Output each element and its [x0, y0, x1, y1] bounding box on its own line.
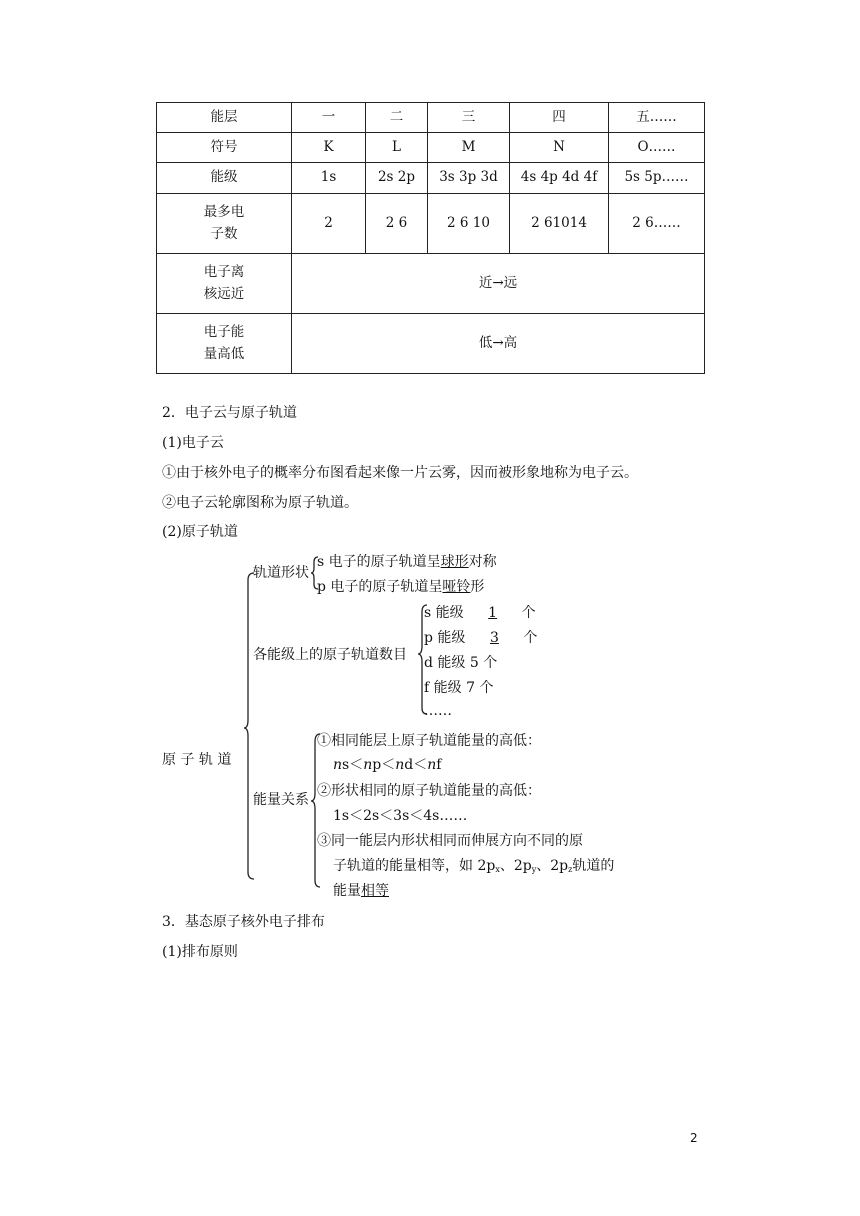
table-cell: 2 61014 — [510, 194, 609, 254]
shape-p-line: p 电子的原子轨道呈哑铃形 — [317, 579, 485, 595]
energy-rule-2: ②形状相同的原子轨道能量的高低： — [317, 783, 541, 799]
table-cell: 2 — [292, 194, 366, 254]
table-cell: L — [366, 133, 428, 163]
energy-rule-3-cont: 子轨道的能量相等，如 $2p_x$、$2p_y$、$2p_z$轨道的 — [333, 858, 615, 874]
table-cell: 2s 2p — [366, 163, 428, 194]
row-header: 能层 — [157, 103, 292, 133]
table-cell: 五…… — [609, 103, 705, 133]
section-2-item1: ①由于核外电子的概率分布图看起来像一片云雾，因而被形象地称为电子云。 — [162, 465, 638, 481]
count-label: 各能级上的原子轨道数目 — [253, 647, 407, 663]
table-cell: N — [510, 133, 609, 163]
main-brace — [244, 573, 254, 879]
section-3-sub1: (1)排布原则 — [162, 944, 238, 960]
table-cell: 3s 3p 3d — [428, 163, 510, 194]
section-2-sub1: (1)电子云 — [162, 435, 224, 451]
row-header: 能级 — [157, 163, 292, 194]
table-cell: 二 — [366, 103, 428, 133]
answer-p-count: 3 — [489, 630, 499, 646]
energy-brace — [311, 734, 320, 887]
table-cell: 5s 5p…… — [609, 163, 705, 194]
count-d-line: d 能级 5 个 — [424, 655, 498, 671]
diagram-root-label: 原 子 轨 道 — [162, 752, 232, 768]
answer-equal: 相等 — [361, 883, 389, 899]
table-cell: K — [292, 133, 366, 163]
answer-dumbbell: 哑铃 — [442, 579, 471, 595]
energy-rule-1: ①相同能层上原子轨道能量的高低： — [317, 733, 541, 749]
merged-cell: 低→高 — [292, 314, 705, 374]
table-cell: 一 — [292, 103, 366, 133]
table-cell: 2 6…… — [609, 194, 705, 254]
shape-s-line: s 电子的原子轨道呈球形对称 — [317, 554, 497, 570]
section-2-title: 2．电子云与原子轨道 — [162, 405, 297, 421]
shape-label: 轨道形状 — [253, 565, 309, 581]
section-2-sub2: (2)原子轨道 — [162, 524, 238, 540]
count-more: …… — [424, 703, 452, 719]
row-header: 符号 — [157, 133, 292, 163]
section-3-title: 3．基态原子核外电子排布 — [162, 914, 325, 930]
table-cell: 三 — [428, 103, 510, 133]
energy-rule-3: ③同一能层内形状相同而伸展方向不同的原 — [317, 833, 583, 849]
energy-label: 能量关系 — [253, 792, 309, 808]
table-cell: 2 6 10 — [428, 194, 510, 254]
count-f-line: f 能级 7 个 — [424, 680, 494, 696]
table-cell: 四 — [510, 103, 609, 133]
row-header: 电子能量高低 — [157, 314, 292, 374]
table-cell: O…… — [609, 133, 705, 163]
row-header: 最多电子数 — [157, 194, 292, 254]
page-number: 2 — [690, 1131, 698, 1145]
energy-rule-3-end: 能量相等 — [333, 883, 389, 899]
count-s-line: s 能级 1 个 — [424, 605, 536, 621]
answer-sphere: 球形 — [440, 554, 469, 570]
energy-rule-1-formula: ns＜np＜nd＜nf — [333, 757, 442, 773]
count-p-line: p 能级 3 个 — [424, 630, 538, 646]
energy-rule-2-formula: 1s＜2s＜3s＜4s…… — [333, 808, 468, 824]
section-2-item2: ②电子云轮廓图称为原子轨道。 — [162, 495, 358, 511]
table-cell: 4s 4p 4d 4f — [510, 163, 609, 194]
answer-s-count: 1 — [488, 605, 498, 621]
table-cell: M — [428, 133, 510, 163]
table-cell: 2 6 — [366, 194, 428, 254]
table-cell: 1s — [292, 163, 366, 194]
row-header: 电子离核远近 — [157, 254, 292, 314]
merged-cell: 近→远 — [292, 254, 705, 314]
